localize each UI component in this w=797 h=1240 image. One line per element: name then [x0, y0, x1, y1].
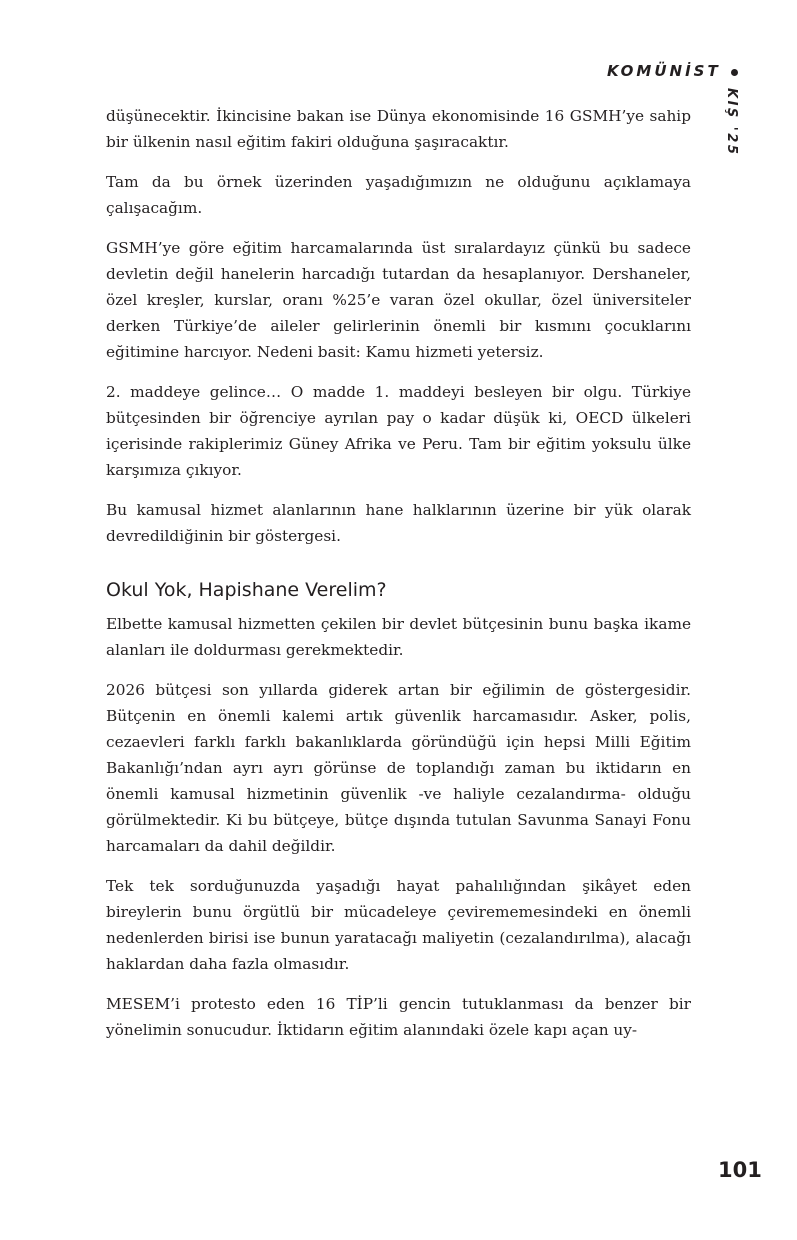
- running-header-issue: KIŞ '25: [724, 88, 739, 157]
- paragraph: 2026 bütçesi son yıllarda giderek artan bir eğilimin de göstergesidir. Bütçenin en önemli kalemi artık güvenlik harcamasıdır. Asker, polis, cezaevleri farklı farklı bakanlıklarda göründüğü için hepsi Milli Eğitim Bakanlığı’ndan ayrı ayrı görünse de toplandığı zaman bu iktidarın en önemli kamusal hizmetinin güvenlik -ve haliyle cezalandırma- olduğu görülmektedir. Ki bu bütçeye, bütçe dışında tutulan Savunma Sanayi Fonu harcamaları da dahil değildir.: [106, 681, 691, 855]
- running-header-title: KOMÜNİST: [607, 62, 721, 80]
- paragraph: Bu kamusal hizmet alanlarının hane halklarının üzerine bir yük olarak devredildiğinin bir göstergesi.: [106, 501, 691, 545]
- paragraph: düşünecektir. İkincisine bakan ise Dünya ekonomisinde 16 GSMH’ye sahip bir ülkenin nasıl eğitim fakiri olduğuna şaşıracaktır.: [106, 107, 691, 151]
- header-bullet-dot: [731, 69, 738, 76]
- paragraph: Tek tek sorduğunuzda yaşadığı hayat pahalılığından şikâyet eden bireylerin bunu örgütlü bir mücadeleye çevirememesindeki en önemli nedenlerden birisi ise bunun yaratacağı maliyetin (cezalandırılma), alacağı haklardan daha fazla olmasıdır.: [106, 877, 691, 973]
- paragraph: 2. maddeye gelince… O madde 1. maddeyi besleyen bir olgu. Türkiye bütçesinden bir öğrenciye ayrılan pay o kadar düşük ki, OECD ülkeleri içerisinde rakiplerimiz Güney Afrika ve Peru. Tam bir eğitim yoksulu ülke karşımıza çıkıyor.: [106, 383, 691, 479]
- section-heading: Okul Yok, Hapishane Verelim?: [106, 579, 387, 601]
- article-body: [106, 103, 691, 1057]
- paragraph: MESEM’i protesto eden 16 TİP’li gencin tutuklanması da benzer bir yönelimin sonucudur. İktidarın eğitim alanındaki özele kapı açan uy-: [106, 995, 691, 1039]
- paragraph: Elbette kamusal hizmetten çekilen bir devlet bütçesinin bunu başka ikame alanları ile doldurması gerekmektedir.: [106, 615, 691, 659]
- paragraph: Tam da bu örnek üzerinden yaşadığımızın ne olduğunu açıklamaya çalışacağım.: [106, 173, 691, 217]
- paragraph: GSMH’ye göre eğitim harcamalarında üst sıralardayız çünkü bu sadece devletin değil hanelerin harcadığı tutardan da hesaplanıyor. Dershaneler, özel kreşler, kurslar, oranı %25’e varan özel okullar, özel üniversiteler derken Türkiye’de aileler gelirlerinin önemli bir kısmını çocuklarını eğitimine harcıyor. Nedeni basit: Kamu hizmeti yetersiz.: [106, 239, 691, 361]
- page-number: 101: [718, 1158, 762, 1182]
